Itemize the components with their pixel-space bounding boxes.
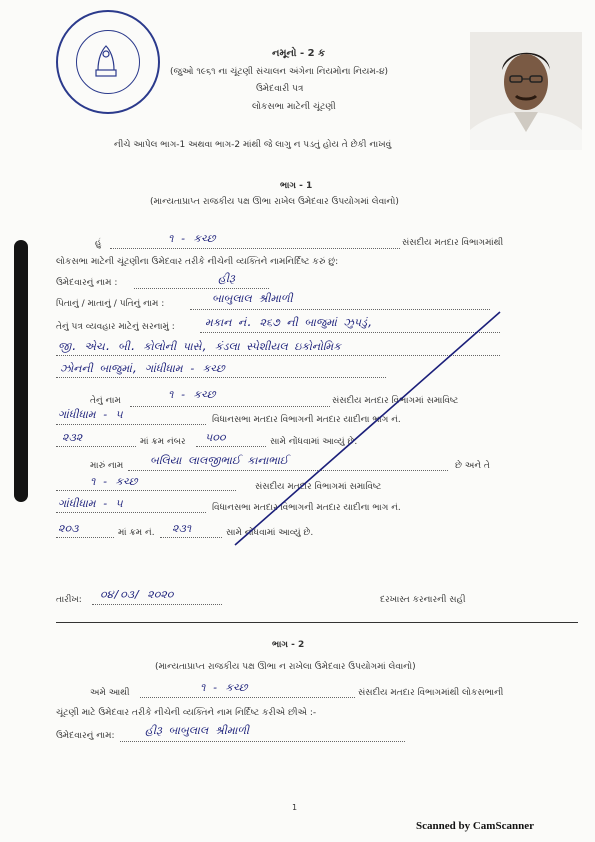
part1-l5-suffix: વિધાનસભા મતદાર વિભાગની મતદાર યાદીના ભાગ નં. (212, 415, 401, 425)
part1-l10-suffix: સામે નોંધવામાં આવ્યું છે. (226, 528, 314, 538)
part1-l10-mid: માં ક્રમ નં. (118, 528, 155, 538)
rules-reference: (જુઓ ૧૯૬૧ ના ચૂંટણી સંચાલન અંગેના નિયમોના નિયમ-૪) (170, 67, 389, 77)
part1-l4-value: ૧ - કચ્છ (168, 388, 216, 401)
section-divider (56, 622, 578, 623)
part1-l10-serial: ૨૩૧ (172, 522, 192, 535)
part1-l6-serial: ૫૦૦ (205, 431, 226, 444)
part2-heading: ભાગ - 2 (272, 640, 305, 650)
part2-candidate-label: ઉમેદવારનું નામ: (56, 731, 115, 741)
part2-l2: ચૂંટણી માટે ઉમેદવાર તરીકે નીચેની વ્યક્તિને નામ નિર્દિષ્ટ કરીએ છીએ :- (56, 708, 317, 718)
part1-l5-value: ગાંધીધામ - ૫ (58, 408, 123, 421)
part2-subheading: (માન્યતાપ્રાપ્ત રાજકીય પક્ષ ઊભા ન રાખેલા ઉમેદવાર ઉપયોગમાં લેવાનો) (155, 662, 416, 672)
candidate-name-label: ઉમેદવારનું નામ : (56, 278, 118, 288)
father-name-label: પિતાનું / માતાનું / પતિનું નામ : (56, 299, 165, 309)
part2-constituency-value: ૧ - કચ્છ (200, 681, 248, 694)
father-name-value: બાબુલાલ શ્રીમાળી (212, 292, 293, 305)
part1-l9-value: ગાંધીધામ - ૫ (58, 497, 123, 510)
part1-l7-suffix: છે અને તે (455, 461, 490, 471)
address-line-1: મકાન નં. ૨૬૭ ની બાજુમાં ઝુપડું, (205, 316, 374, 329)
part1-l8-value: ૧ - કચ્છ (90, 475, 138, 488)
address-line-2: જી. એચ. બી. કોલોની પાસે, કંડલા સ્પેશીયલ ઇકોનોમિક (58, 340, 341, 353)
part1-line1-suffix: સંસદીય મતદાર વિભાગમાંથી (402, 238, 504, 248)
part2-candidate-value: હીરૂ બાબુલાલ શ્રીમાળી (145, 724, 250, 737)
part1-l6-value: ૨૩૨ (62, 431, 83, 444)
part1-l8-suffix: સંસદીય મતદાર વિભાગમાં સમાવિષ્ટ (255, 482, 382, 492)
part1-l10-value: ૨૦૩ (58, 522, 79, 535)
part1-constituency-value: ૧ - કચ્છ (168, 232, 216, 245)
form-number: નમૂનો - 2 ક (272, 48, 326, 59)
proposer-signature-label: દરખાસ્ત કરનારની સહી (380, 595, 466, 605)
part1-l9-suffix: વિધાનસભા મતદાર વિભાગની મતદાર યાદીના ભાગ નં. (212, 503, 401, 513)
part2-l1-prefix: અમે આથી (90, 688, 130, 698)
part1-subheading: (માન્યતાપ્રાપ્ત રાજકીય પક્ષ ઊભા રાખેલ ઉમેદવાર ઉપયોગમાં લેવાનો) (150, 197, 399, 207)
instruction-text: નીચે આપેલ ભાગ-1 અથવા ભાગ-2 માંથી જે લાગુ ન પડતું હોય તે છેકી નાખવું (114, 140, 392, 150)
date-label: તારીખ: (56, 595, 82, 605)
part1-l6-mid: માં ક્રમ નંબર (140, 437, 186, 447)
proposer-name-value: બલિયા લાલજીભાઈ કાનાભાઈ (150, 454, 289, 467)
candidate-name-value: હીરૂ (218, 272, 235, 285)
part2-l1-suffix: સંસદીય મતદાર વિભાગમાંથી લોકસભાની (358, 688, 504, 698)
part1-line1-prefix: હું (95, 238, 102, 248)
part1-l4-suffix: સંસદીય મતદાર વિભાગમાં સમાવિષ્ટ (332, 396, 459, 406)
scanner-watermark: Scanned by CamScanner (416, 820, 534, 832)
address-label: તેનું પત્ર વ્યવહાર માટેનું સરનામું : (56, 322, 175, 332)
part1-line2: લોકસભા માટેની ચૂંટણીના ઉમેદવાર તરીકે નીચેની વ્યક્તિને નામનિર્દિષ્ટ કરું છું: (56, 257, 339, 267)
election-title: લોકસભા માટેની ચૂંટણી (252, 102, 336, 112)
part1-heading: ભાગ - 1 (280, 181, 313, 191)
page-number: 1 (292, 803, 298, 812)
address-line-3: ઝોનની બાજુમાં, ગાંધીધામ - કચ્છ (60, 362, 225, 375)
document-type: ઉમેદવારી પત્ર (256, 84, 304, 94)
part1-l6-suffix: સામે નોંધવામાં આવ્યું છે. (270, 437, 358, 447)
date-value: ૦૪/૦૩/ ૨૦૨૦ (100, 588, 174, 601)
part1-l4-prefix: તેનું નામ (90, 396, 121, 406)
part1-l7-prefix: મારું નામ (90, 461, 124, 471)
